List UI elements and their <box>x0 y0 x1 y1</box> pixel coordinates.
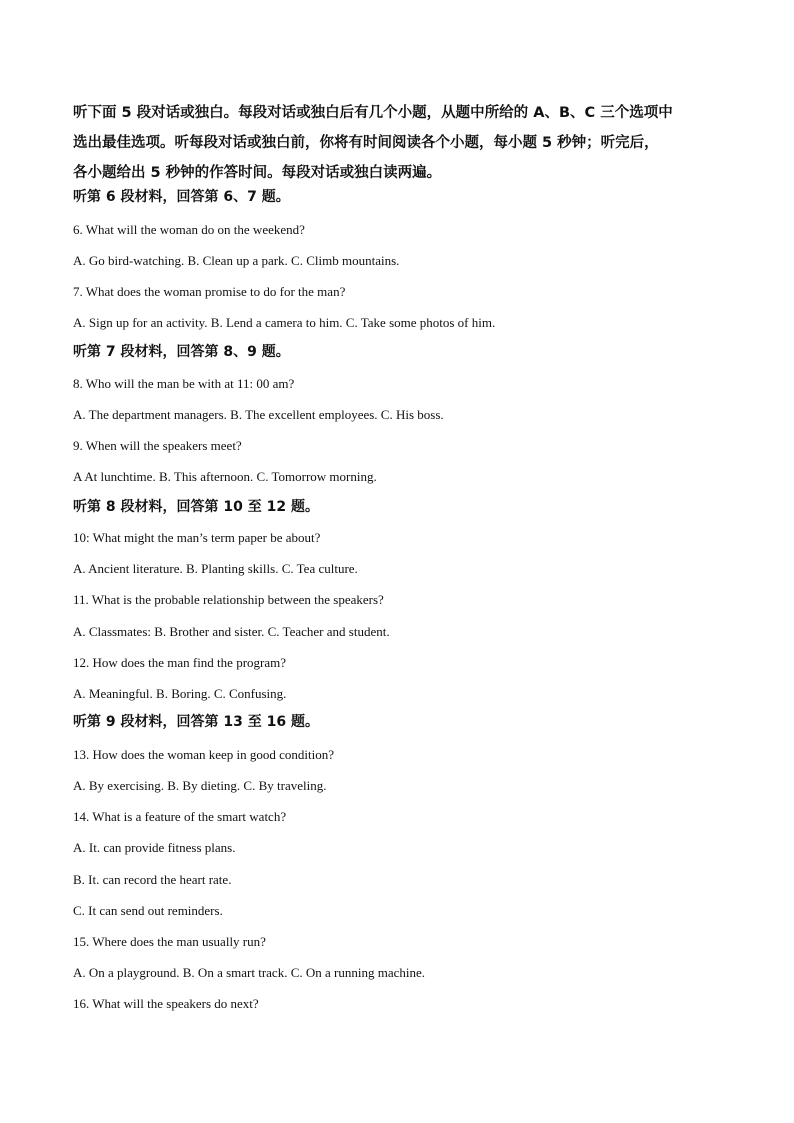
option-14-a: A. It. can provide fitness plans. <box>73 840 236 855</box>
options-10: A. Ancient literature. B. Planting skills. C. Tea culture. <box>73 561 358 576</box>
question-15: 15. Where does the man usually run? <box>73 934 266 949</box>
instructions-line: 选出最佳选项。听每段对话或独白前，你将有时间阅读各个小题，每小题 5 秒钟；听完后， <box>73 135 659 151</box>
question-6: 6. What will the woman do on the weekend? <box>73 222 305 237</box>
options-9: A At lunchtime. B. This afternoon. C. Tomorrow morning. <box>73 469 377 484</box>
question-11: 11. What is the probable relationship between the speakers? <box>73 592 384 607</box>
question-14: 14. What is a feature of the smart watch? <box>73 809 287 824</box>
question-10: 10: What might the man’s term paper be about? <box>73 530 321 545</box>
options-8: A. The department managers. B. The excellent employees. C. His boss. <box>73 407 444 422</box>
instructions-line: 各小题给出 5 秒钟的作答时间。每段对话或独白读两遍。 <box>73 165 442 181</box>
options-6: A. Go bird-watching. B. Clean up a park. C. Climb mountains. <box>73 253 400 268</box>
section-heading-6: 听第 6 段材料，回答第 6、7 题。 <box>73 189 290 205</box>
section-heading-9: 听第 9 段材料，回答第 13 至 16 题。 <box>73 714 319 730</box>
options-7: A. Sign up for an activity. B. Lend a camera to him. C. Take some photos of him. <box>73 315 496 330</box>
options-11: A. Classmates: B. Brother and sister. C. Teacher and student. <box>73 624 390 639</box>
option-14-c: C. It can send out reminders. <box>73 903 223 918</box>
question-16: 16. What will the speakers do next? <box>73 996 259 1011</box>
question-13: 13. How does the woman keep in good condition? <box>73 747 335 762</box>
options-13: A. By exercising. B. By dieting. C. By traveling. <box>73 778 327 793</box>
instructions-paragraph <box>73 98 723 188</box>
options-15: A. On a playground. B. On a smart track. C. On a running machine. <box>73 965 426 980</box>
question-7: 7. What does the woman promise to do for the man? <box>73 284 346 299</box>
question-12: 12. How does the man find the program? <box>73 655 287 670</box>
section-heading-7: 听第 7 段材料，回答第 8、9 题。 <box>73 344 290 360</box>
question-8: 8. Who will the man be with at 11: 00 am? <box>73 376 295 391</box>
question-9: 9. When will the speakers meet? <box>73 438 242 453</box>
section-heading-8: 听第 8 段材料，回答第 10 至 12 题。 <box>73 499 319 515</box>
option-14-b: B. It. can record the heart rate. <box>73 872 232 887</box>
instructions-line: 听下面 5 段对话或独白。每段对话或独白后有几个小题，从题中所给的 A、B、C 三个选项中 <box>73 105 673 121</box>
options-12: A. Meaningful. B. Boring. C. Confusing. <box>73 686 287 701</box>
